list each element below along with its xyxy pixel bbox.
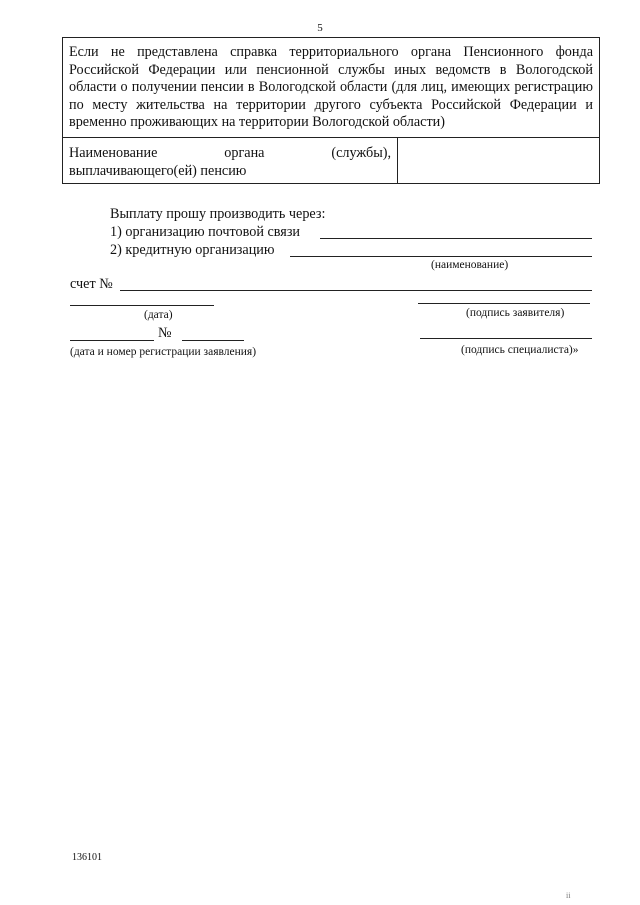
table-row-pension-body: [63, 137, 599, 183]
option-credit-label: 2) кредитную организацию: [110, 242, 275, 258]
applicant-signature-caption: (подпись заявителя): [466, 307, 565, 319]
specialist-signature-field[interactable]: [420, 338, 592, 339]
pension-body-label: Наименование органа (службы), выплачивающего(ей) пенсию: [69, 145, 391, 179]
account-number-field[interactable]: [120, 290, 592, 291]
pension-body-value-cell[interactable]: [397, 137, 599, 183]
credit-org-caption: (наименование): [431, 259, 509, 271]
registration-date-field[interactable]: [70, 340, 154, 341]
registration-number-field[interactable]: [182, 340, 244, 341]
applicant-signature-field[interactable]: [418, 303, 590, 304]
table-row-note: [63, 38, 599, 138]
date-field[interactable]: [70, 305, 214, 306]
footer-code: 136101: [72, 852, 102, 863]
pension-body-label-cell: [63, 137, 398, 183]
pension-info-table: [62, 37, 600, 184]
registration-caption: (дата и номер регистрации заявления): [70, 346, 257, 358]
option-credit-field[interactable]: [290, 256, 592, 257]
note-text: Если не представлена справка территориального органа Пенсионного фонда Российской Федерации или пенсионной службы иных ведомств в Вологодской области о получении пенсии в Вологодской области (для лиц, имеющих регистрацию по месту жительства на территории другого субъекта Российской Федерации и временно проживающих на территории Вологодской области): [69, 44, 593, 130]
date-caption: (дата): [144, 309, 173, 321]
option-postal-field[interactable]: [320, 238, 592, 239]
payment-heading: Выплату прошу производить через:: [110, 206, 326, 222]
registration-number-sign: №: [158, 325, 172, 341]
option-postal-label: 1) организацию почтовой связи: [110, 224, 301, 240]
page-number: 5: [317, 22, 323, 34]
account-label: счет №: [70, 276, 113, 292]
corner-mark: ii: [566, 891, 571, 900]
specialist-signature-caption: (подпись специалиста)»: [461, 344, 579, 356]
